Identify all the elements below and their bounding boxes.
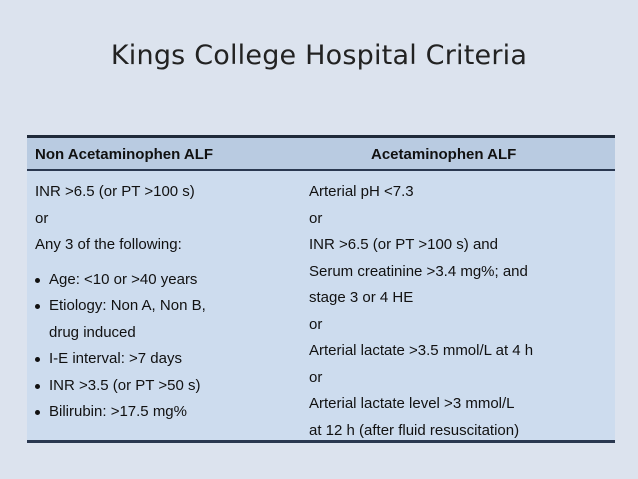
criteria-line: Serum creatinine >3.4 mg%; and <box>309 262 528 280</box>
bullet-text: Etiology: Non A, Non B, <box>49 297 206 314</box>
table-header-row <box>27 138 615 169</box>
criteria-bullet <box>35 346 305 373</box>
header-acetaminophen: Acetaminophen ALF <box>371 146 517 163</box>
criteria-bullet <box>35 373 305 400</box>
non-acetaminophen-criteria <box>35 179 305 426</box>
criteria-line: or <box>35 209 49 227</box>
bullet-icon <box>35 304 40 309</box>
criteria-line: Arterial lactate >3.5 mmol/L at 4 h <box>309 342 534 359</box>
criteria-line: INR >6.5 (or PT >100 s) and <box>309 236 498 253</box>
bullet-icon <box>35 384 40 389</box>
bullet-continuation: drug induced <box>49 323 136 341</box>
bullet-icon <box>35 357 40 362</box>
bullet-text: Age: <10 or >40 years <box>49 270 198 288</box>
bullet-text: I-E interval: >7 days <box>49 350 182 367</box>
criteria-line: at 12 h (after fluid resuscitation) <box>309 421 520 439</box>
bullet-icon <box>35 278 40 283</box>
criteria-line: INR >6.5 (or PT >100 s) <box>35 183 195 200</box>
criteria-line: Any 3 of the following: <box>35 236 182 253</box>
criteria-bullet <box>35 399 305 426</box>
criteria-bullet <box>35 267 305 294</box>
criteria-line: stage 3 or 4 HE <box>309 289 414 306</box>
criteria-line: or <box>309 315 323 333</box>
table-bottom-rule <box>27 440 615 443</box>
bullet-icon <box>35 410 40 415</box>
criteria-line: Arterial pH <7.3 <box>309 183 414 200</box>
bullet-text: INR >3.5 (or PT >50 s) <box>49 376 201 394</box>
criteria-bullet <box>35 293 305 320</box>
criteria-line: or <box>309 368 323 386</box>
criteria-line: or <box>309 209 323 227</box>
header-non-acetaminophen: Non Acetaminophen ALF <box>35 146 214 163</box>
acetaminophen-criteria <box>309 179 609 444</box>
criteria-line: Arterial lactate level >3 mmol/L <box>309 395 515 412</box>
bullet-text: Bilirubin: >17.5 mg% <box>49 403 187 420</box>
table-body-row <box>27 171 615 440</box>
criteria-table <box>27 135 615 443</box>
page-title: Kings College Hospital Criteria <box>110 40 528 71</box>
